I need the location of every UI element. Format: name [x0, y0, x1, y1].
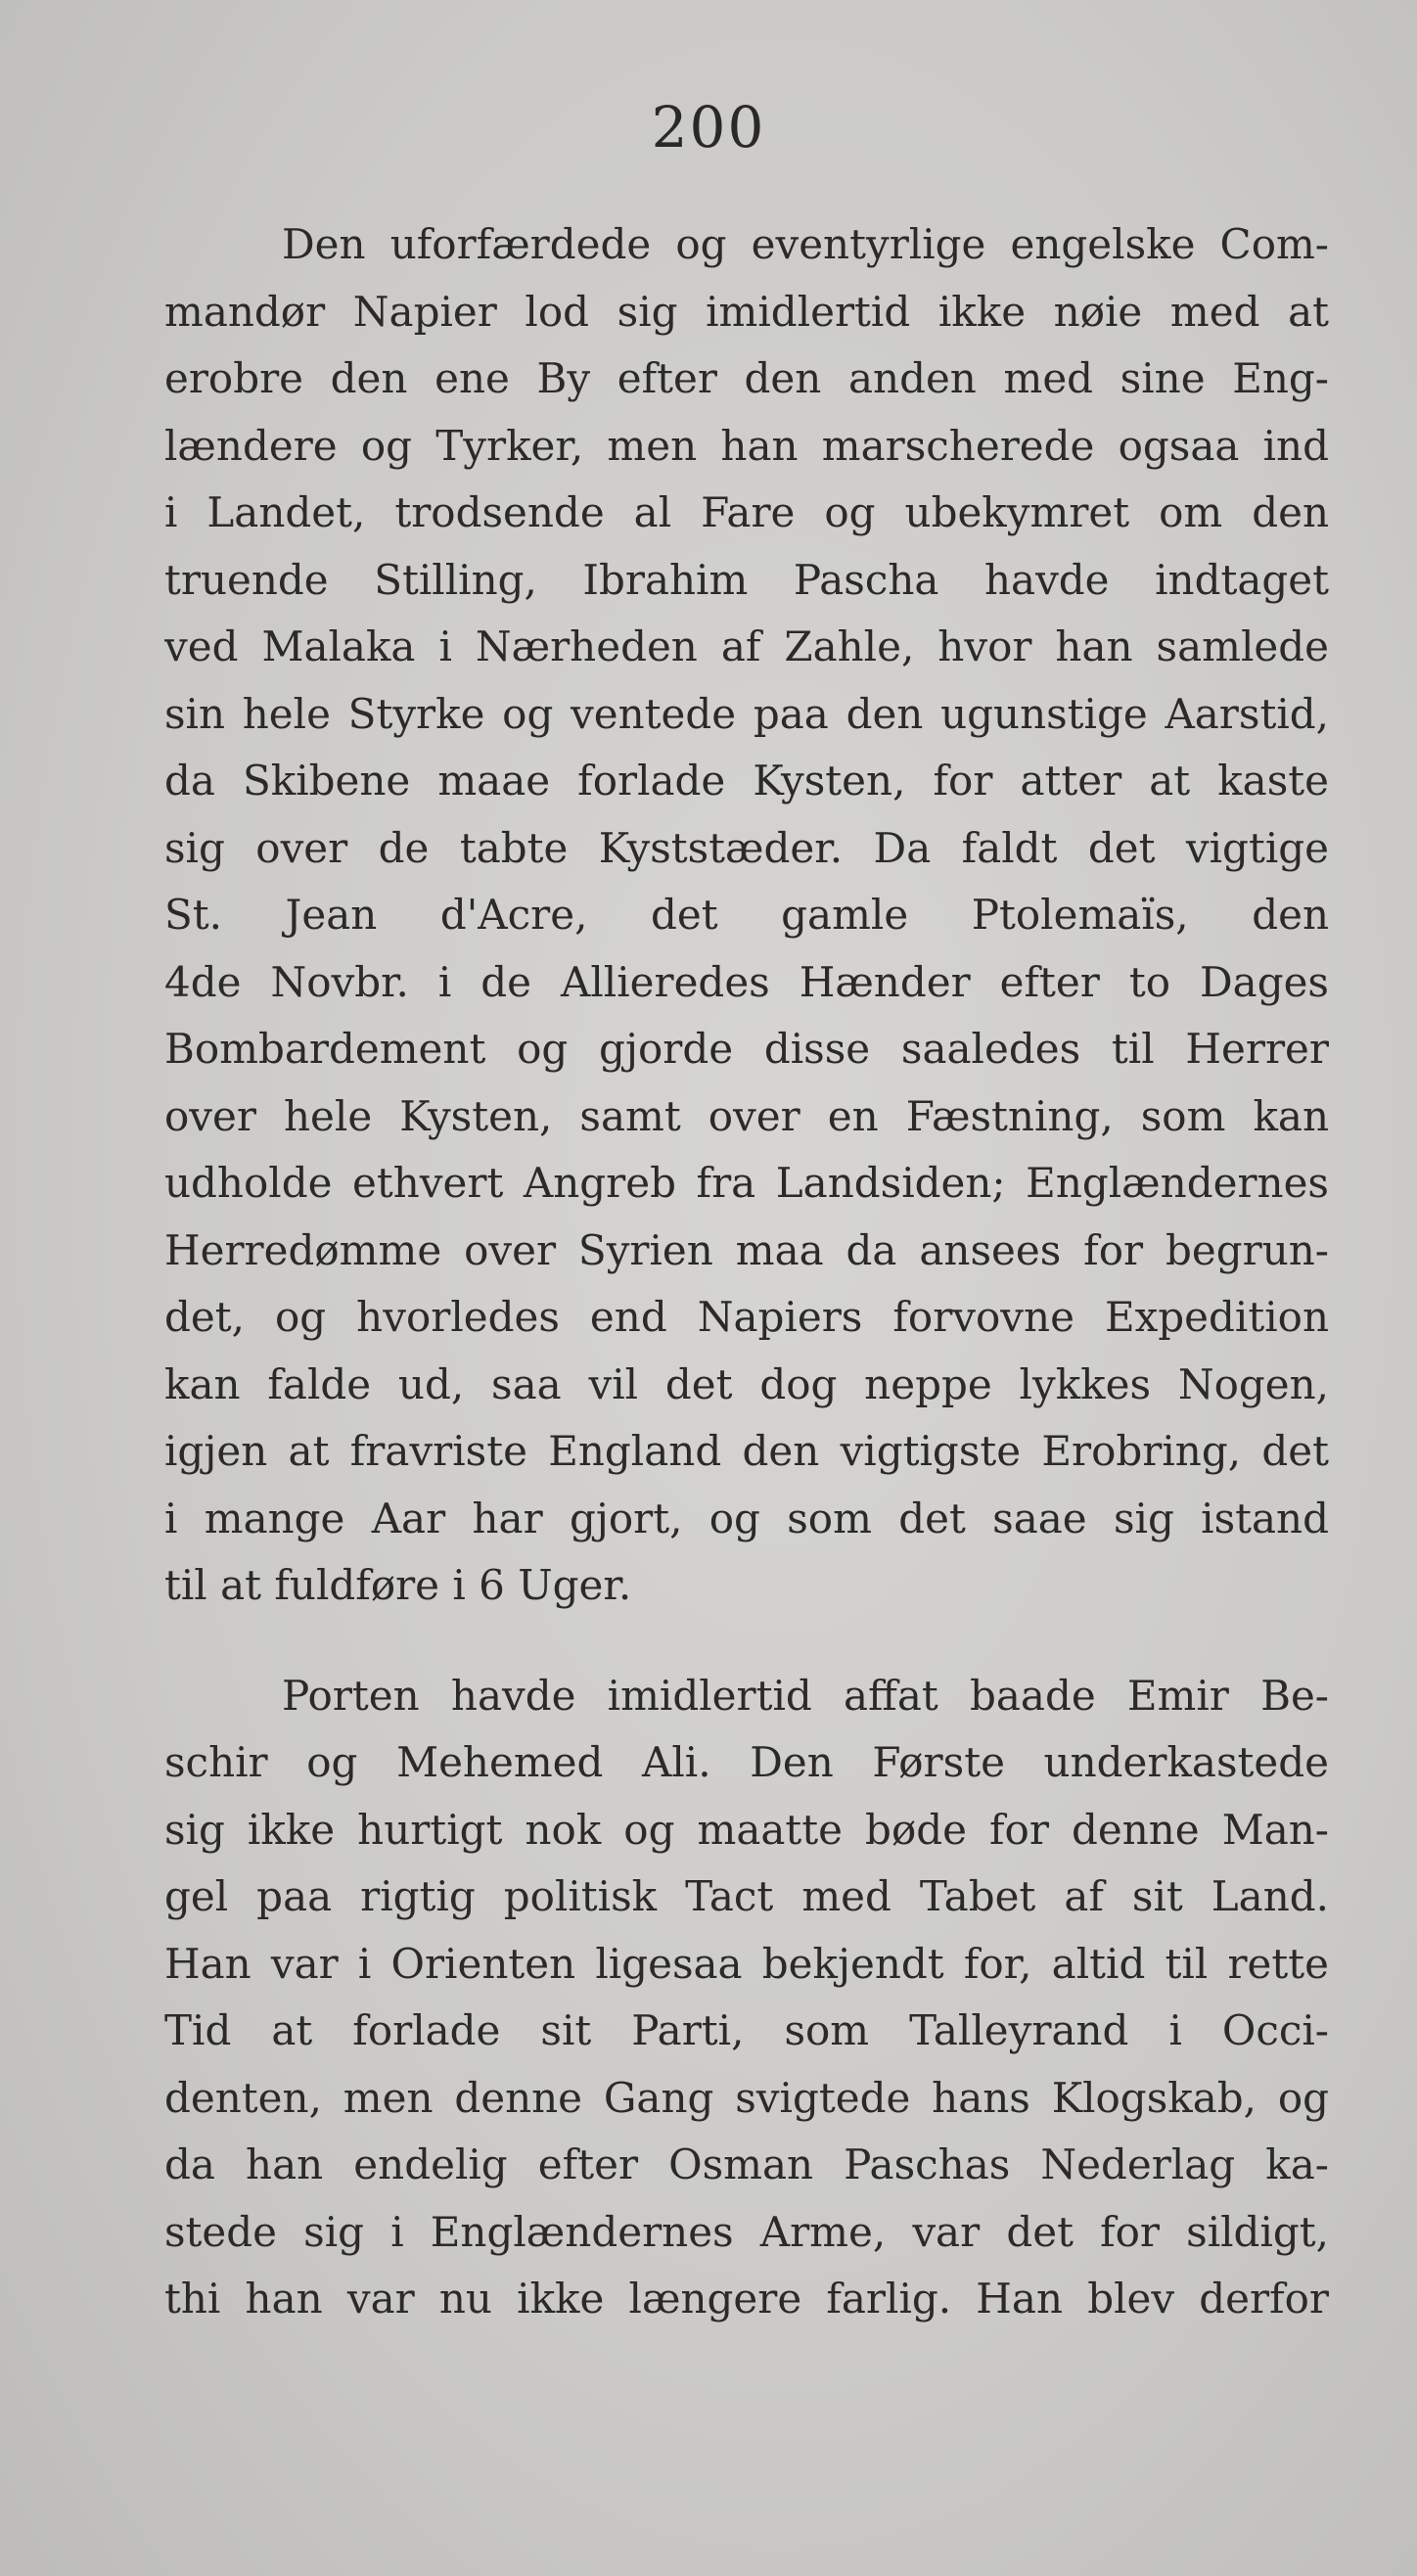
text-line: over hele Kysten, samt over en Fæstning, som kan [164, 1091, 1329, 1140]
text-line: lændere og Tyrker, men han marscherede ogsaa ind [164, 421, 1329, 470]
text-line: ved Malaka i Nærheden af Zahle, hvor han samlede [164, 622, 1329, 670]
text-line: 4de Novbr. i de Allieredes Hænder efter to Dages [164, 957, 1329, 1006]
body-text [164, 211, 1329, 2333]
text-line: St. Jean d'Acre, det gamle Ptolemaïs, den [164, 891, 1329, 939]
text-line: thi han var nu ikke længere farlig. Han blev derfor [164, 2275, 1329, 2323]
text-line: truende Stilling, Ibrahim Pascha havde indtaget [164, 555, 1329, 604]
text-line: da Skibene maae forlade Kysten, for atter at kaste [164, 757, 1329, 805]
paragraph-gap [164, 1620, 1329, 1663]
text-line: i mange Aar har gjort, og som det saae sig istand [164, 1494, 1329, 1542]
text-line: Tid at forlade sit Parti, som Talleyrand i Occi- [164, 2006, 1329, 2054]
text-line: mandør Napier lod sig imidlertid ikke nøie med at [164, 287, 1329, 336]
paragraph [164, 211, 1329, 1620]
text-line: Bombardement og gjorde disse saaledes til Herrer [164, 1025, 1329, 1073]
text-line: sin hele Styrke og ventede paa den ugunstige Aarstid, [164, 689, 1329, 738]
paragraph [164, 1663, 1329, 2333]
text-line: Han var i Orienten ligesaa bekjendt for, altid til rette [164, 1939, 1329, 1988]
page-number: 200 [651, 94, 766, 161]
text-line: udholde ethvert Angreb fra Landsiden; Englændernes [164, 1159, 1329, 1207]
text-line: Herredømme over Syrien maa da ansees for begrun- [164, 1225, 1329, 1274]
text-line: gel paa rigtig politisk Tact med Tabet af sit Land. [164, 1872, 1329, 1920]
text-line: det, og hvorledes end Napiers forvovne Expedition [164, 1293, 1329, 1341]
text-line: kan falde ud, saa vil det dog neppe lykkes Nogen, [164, 1359, 1329, 1408]
text-line: til at fuldføre i 6 Uger. [164, 1561, 632, 1609]
text-line: Den uforfærdede og eventyrlige engelske Com- [282, 220, 1329, 268]
text-line: i Landet, trodsende al Fare og ubekymret om den [164, 488, 1329, 536]
text-line: Porten havde imidlertid affat baade Emir Be- [282, 1671, 1329, 1720]
text-line: denten, men denne Gang svigtede hans Klogskab, og [164, 2073, 1329, 2122]
text-line: stede sig i Englændernes Arme, var det for sildigt, [164, 2207, 1329, 2256]
text-line: sig over de tabte Kyststæder. Da faldt det vigtige [164, 823, 1329, 872]
text-line: erobre den ene By efter den anden med sine Eng- [164, 354, 1329, 402]
text-line: sig ikke hurtigt nok og maatte bøde for denne Man- [164, 1805, 1329, 1854]
text-line: da han endelig efter Osman Paschas Nederlag ka- [164, 2140, 1329, 2188]
text-line: schir og Mehemed Ali. Den Første underkastede [164, 1738, 1329, 1786]
text-line: igjen at fravriste England den vigtigste Erobring, det [164, 1427, 1329, 1475]
